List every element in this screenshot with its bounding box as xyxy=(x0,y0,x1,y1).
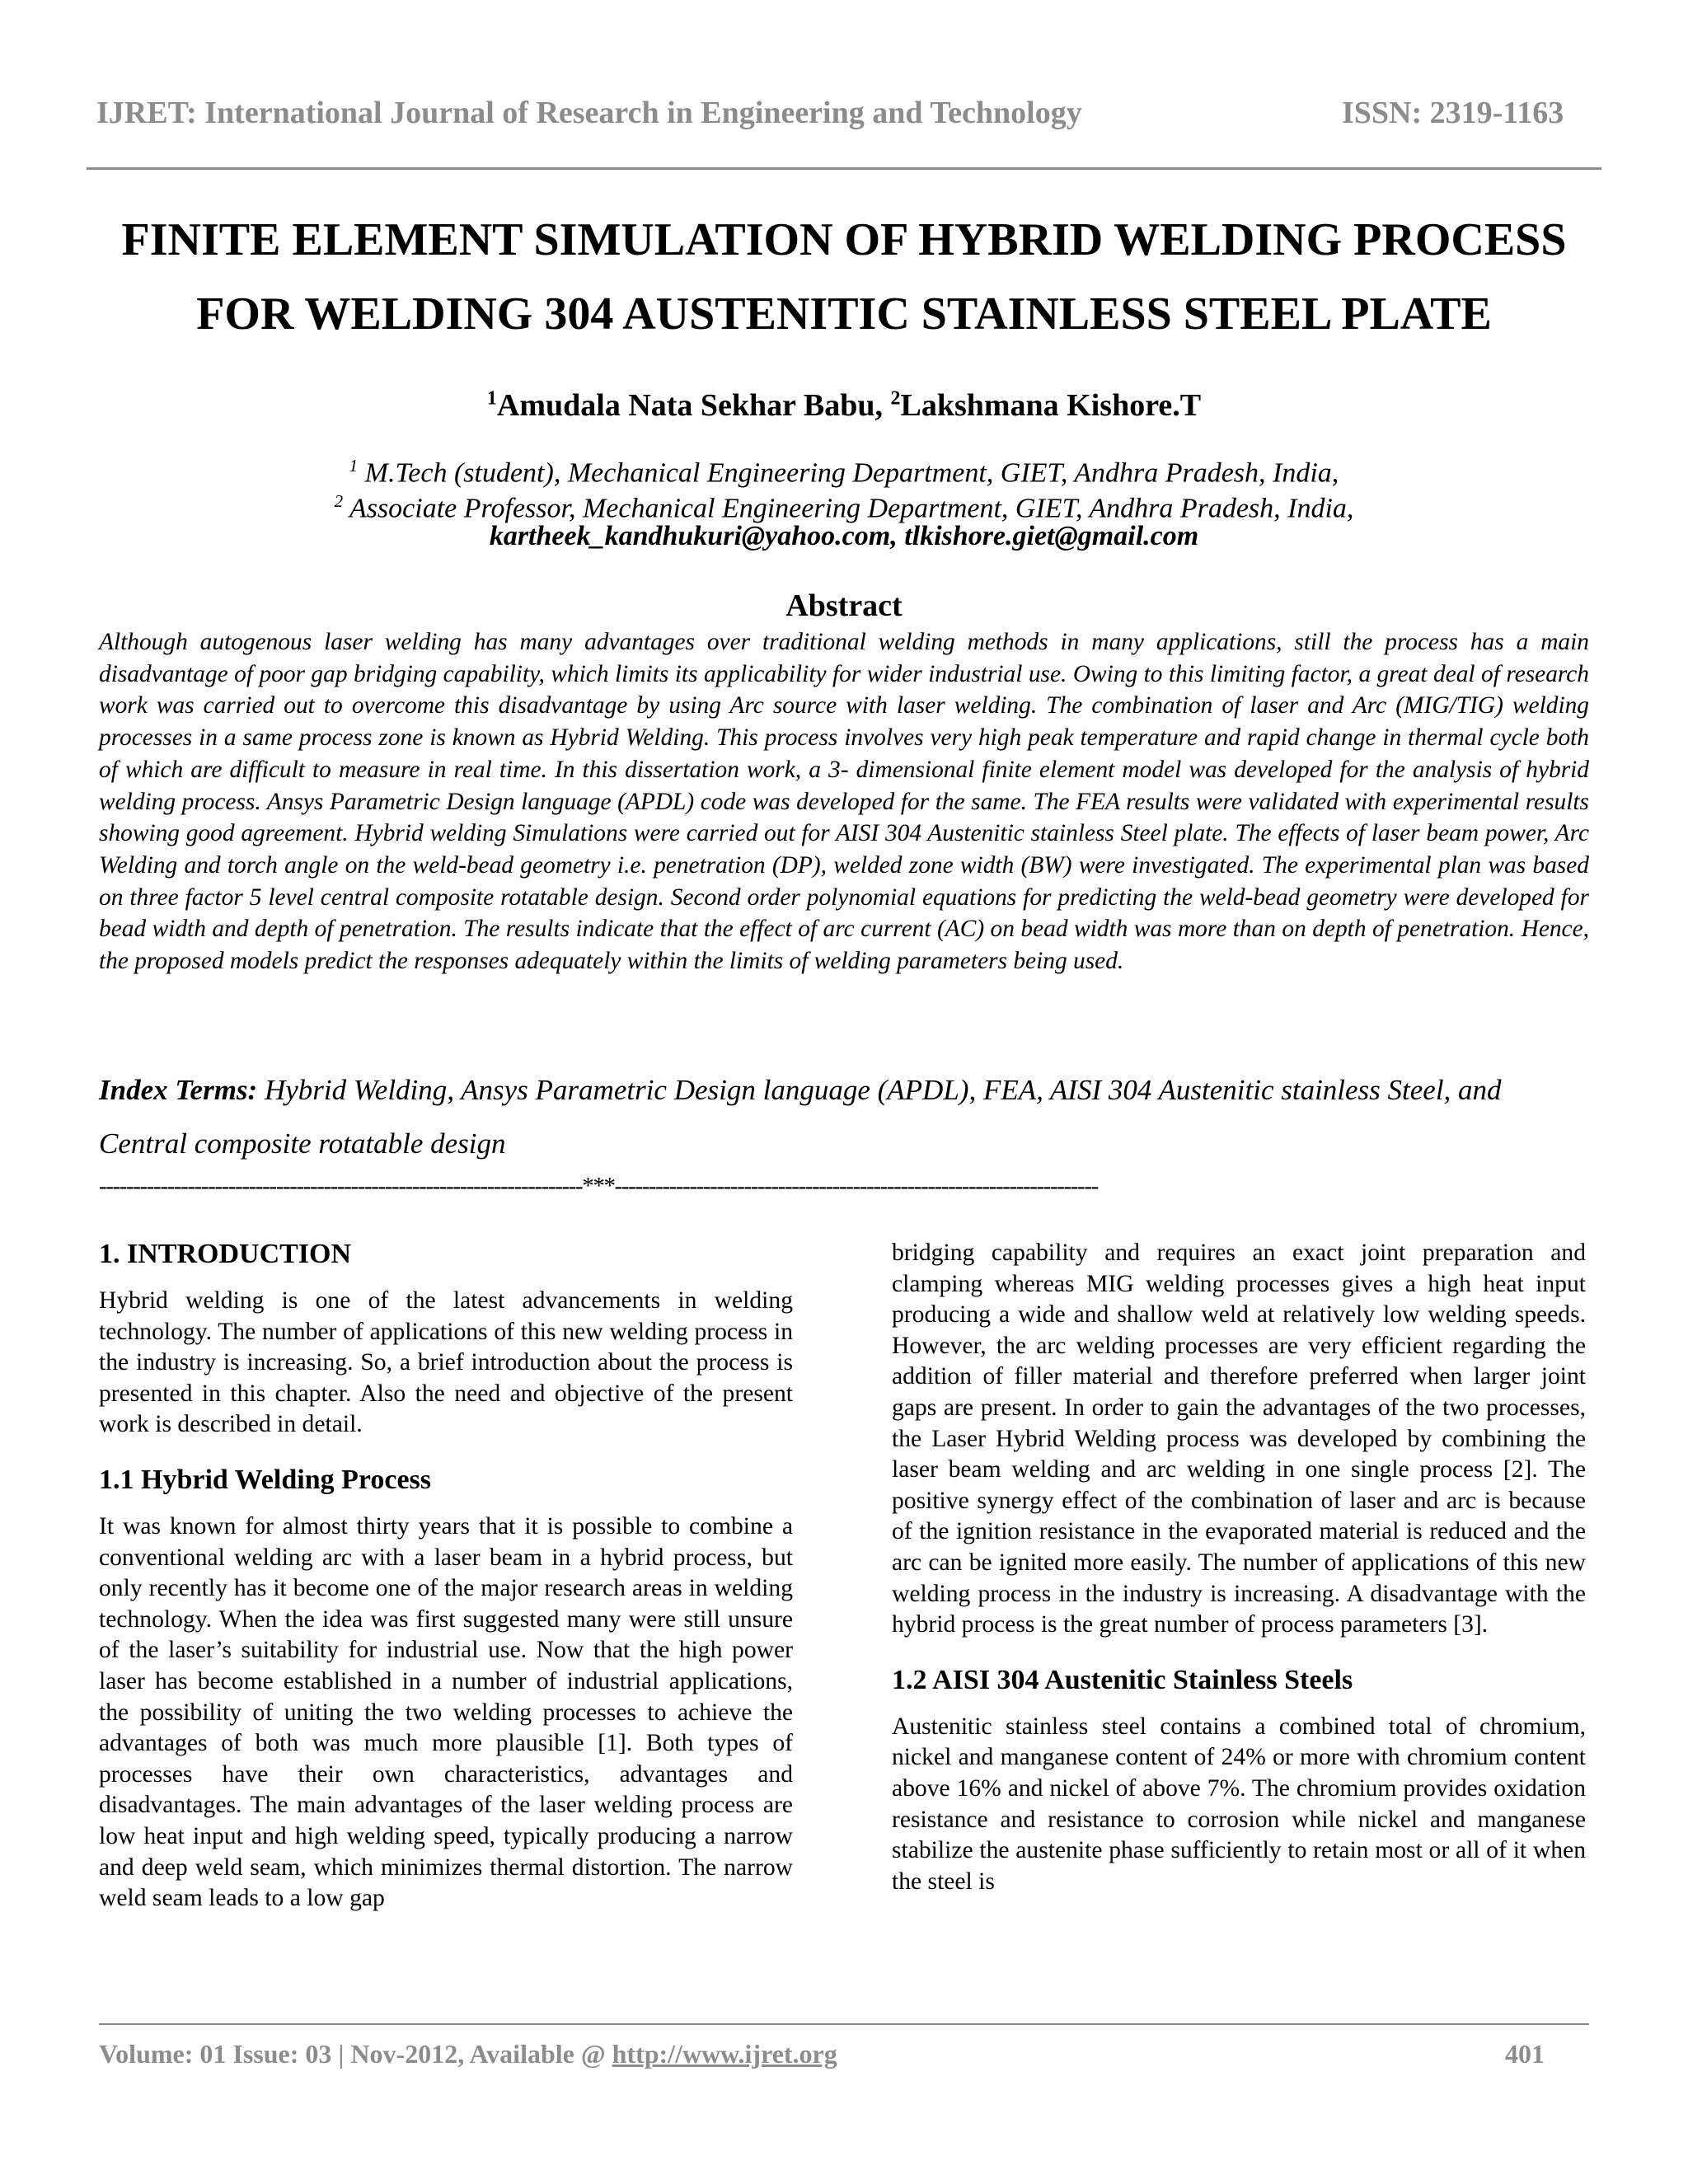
author-1: Amudala Nata Sekhar Babu, xyxy=(496,388,891,423)
footer-volume xyxy=(99,2039,837,2069)
left-column xyxy=(99,1236,793,1915)
header-rule xyxy=(87,167,1601,170)
abstract-body: Although autogenous laser welding has many advantages over traditional welding methods in many applications, still the process has a main disadvantage of poor gap bridging capability, which limits its applicability for wider industrial use. Owing to this limiting factor, a great deal of research work was carried out to overcome this disadvantage by using Arc source with laser welding. The combination of laser and Arc (MIG/TIG) welding processes in a same process zone is known as Hybrid Welding. This process involves very high peak temperature and rapid change in thermal cycle both of which are difficult to measure in real time. In this dissertation work, a 3- dimensional finite element model was developed for the analysis of hybrid welding process. Ansys Parametric Design language (APDL) code was developed for the same. The FEA results were validated with experimental results showing good agreement. Hybrid welding Simulations were carried out for AISI 304 Austenitic stainless Steel plate. The effects of laser beam power, Arc Welding and torch angle on the weld-bead geometry i.e. penetration (DP), welded zone width (BW) were investigated. The experimental plan was based on three factor 5 level central composite rotatable design. Second order polynomial equations for predicting the weld-bead geometry were developed for bead width and depth of penetration. The results indicate that the effect of arc current (AC) on bead width was more than on depth of penetration. Hence, the proposed models predict the responses adequately within the limits of welding parameters being used. xyxy=(99,629,1589,975)
index-terms-label: Index Terms: xyxy=(99,1074,258,1106)
footer-volume-text: Volume: 01 Issue: 03 | Nov-2012, Available @ xyxy=(99,2039,612,2069)
index-terms-text: Hybrid Welding, Ansys Parametric Design language (APDL), FEA, AISI 304 Austenitic stainless Steel, and Central composite rotatable design xyxy=(99,1074,1502,1160)
title-line-1: FINITE ELEMENT SIMULATION OF HYBRID WELDING PROCESS xyxy=(121,214,1567,265)
hybrid-welding-heading: 1.1 Hybrid Welding Process xyxy=(99,1464,432,1495)
author-1-marker: 1 xyxy=(486,387,497,410)
title-line-2: FOR WELDING 304 AUSTENITIC STAINLESS STEEL PLATE xyxy=(196,288,1492,340)
page-number: 401 xyxy=(1505,2039,1545,2069)
right-column xyxy=(892,1238,1586,1897)
footer-rule xyxy=(99,2023,1589,2025)
author-2-marker: 2 xyxy=(890,387,901,410)
journal-header: IJRET: International Journal of Research in Engineering and Technology xyxy=(96,96,1082,130)
author-list xyxy=(82,387,1606,424)
paper-title xyxy=(82,203,1606,351)
section-separator: -----------------------------------------------------------------------***----------------------------------------------------------------------- xyxy=(99,1173,1098,1199)
intro-heading: 1. INTRODUCTION xyxy=(99,1239,352,1269)
intro-paragraph: Hybrid welding is one of the latest advancements in welding technology. The number of applications of this new welding process in the industry is increasing. So, a brief introduction about the process is presented in this chapter. Also the need and objective of the present work is described in detail. xyxy=(99,1287,793,1438)
affiliation-2 xyxy=(82,484,1606,526)
affiliation-1-marker: 1 xyxy=(349,456,359,476)
hybrid-welding-paragraph-cont: bridging capability and requires an exact joint preparation and clamping whereas MIG welding processes gives a high heat input producing a wide and shallow weld at relatively low welding speeds. However, the arc welding processes are very efficient regarding the addition of filler material and therefore preferred when larger joint gaps are present. In order to gain the advantages of the two processes, the Laser Hybrid Welding process was developed by combining the laser beam welding and arc welding in one single process [2]. The positive synergy effect of the combination of laser and arc is because of the ignition resistance in the evaporated material is reduced and the arc can be ignited more easily. The number of applications of this new welding process in the industry is increasing. A disadvantage with the hybrid process is the great number of process parameters [3]. xyxy=(892,1240,1586,1638)
aisi-304-heading: 1.2 AISI 304 Austenitic Stainless Steels xyxy=(892,1664,1353,1695)
journal-url-link[interactable]: http://www.ijret.org xyxy=(612,2039,837,2069)
index-terms xyxy=(99,1063,1589,1170)
affiliation-2-text: Associate Professor, Mechanical Engineering Department, GIET, Andhra Pradesh, India, xyxy=(343,493,1354,524)
aisi-304-paragraph: Austenitic stainless steel contains a combined total of chromium, nickel and manganese content of 24% or more with chromium content above 16% and nickel of above 7%. The chromium provides oxidation resistance and resistance to corrosion while nickel and manganese stabilize the austenite phase sufficiently to retain most or all of it when the steel is xyxy=(892,1713,1586,1895)
affiliation-1-text: M.Tech (student), Mechanical Engineering Department, GIET, Andhra Pradesh, India, xyxy=(358,457,1339,489)
issn-header: ISSN: 2319-1163 xyxy=(1342,96,1564,130)
affiliation-2-marker: 2 xyxy=(334,491,344,511)
abstract-heading: Abstract xyxy=(785,588,903,623)
hybrid-welding-paragraph: It was known for almost thirty years that it is possible to combine a conventional welding arc with a laser beam in a hybrid process, but only recently has it become one of the major research areas in welding technology. When the idea was first suggested many were still unsure of the laser’s suitability for industrial use. Now that the high power laser has become established in a number of industrial applications, the possibility of uniting the two welding processes to achieve the advantages of both was much more plausible [1]. Both types of processes have their own characteristics, advantages and disadvantages. The main advantages of the laser welding process are low heat input and high welding speed, typically producing a narrow and deep weld seam, which minimizes thermal distortion. The narrow weld seam leads to a low gap xyxy=(99,1512,793,1912)
author-2: Lakshmana Kishore.T xyxy=(900,388,1202,423)
author-emails: kartheek_kandhukuri@yahoo.com, tlkishore.giet@gmail.com xyxy=(489,521,1199,551)
